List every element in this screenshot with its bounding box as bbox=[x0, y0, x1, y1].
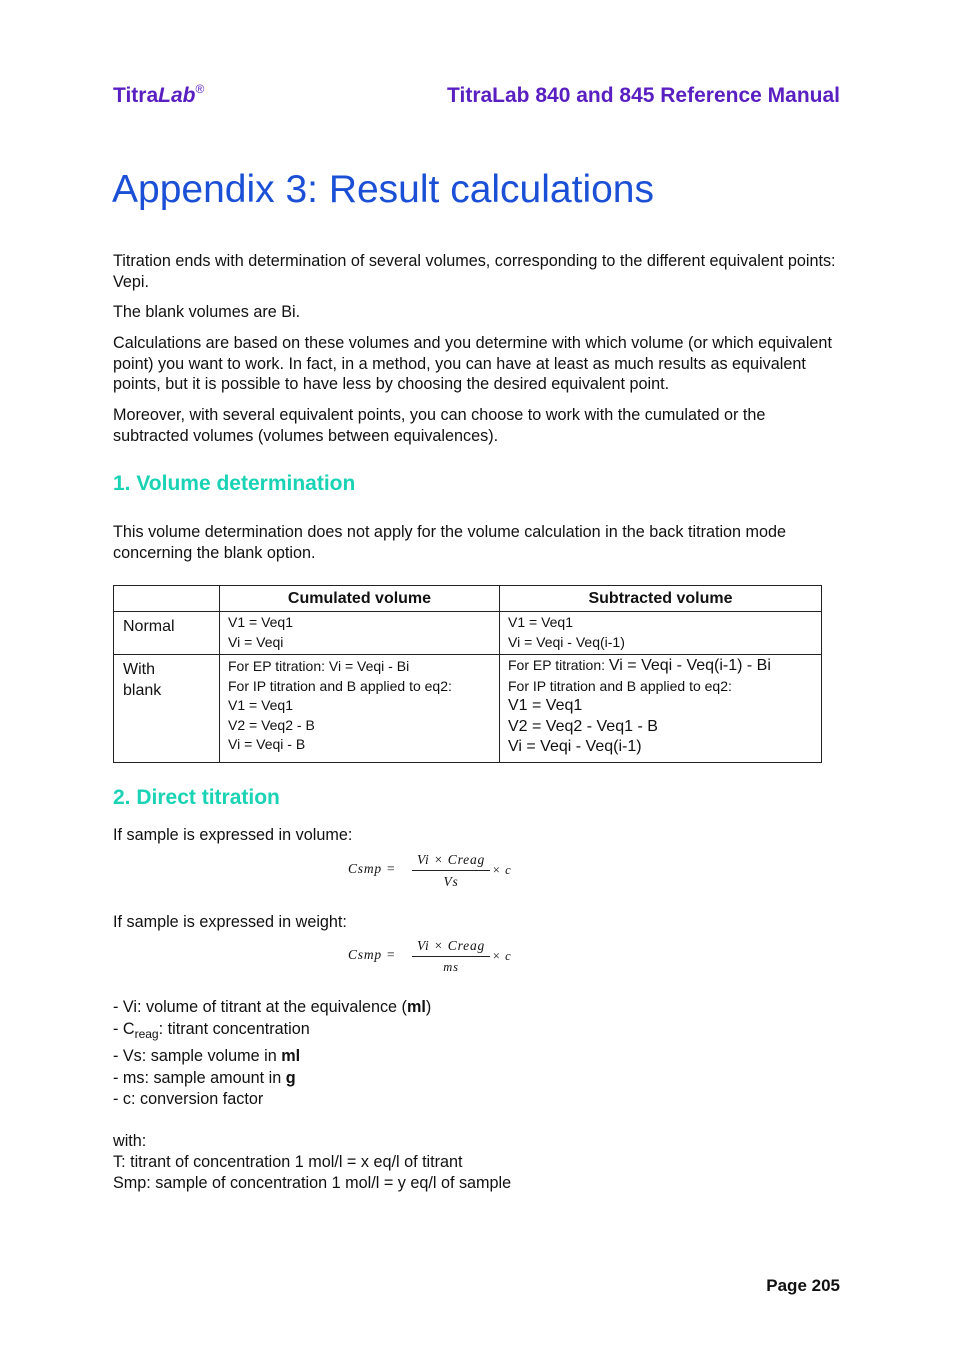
def-unit: ml bbox=[406, 998, 426, 1016]
row-label-line: blank bbox=[123, 681, 162, 699]
table-cell-line: V1 = Veq1 bbox=[508, 614, 574, 630]
table-header-row bbox=[114, 586, 822, 612]
table-cell-line: Vi = Veqi - B bbox=[228, 736, 306, 752]
section-heading-direct-titration: 2. Direct titration bbox=[113, 786, 280, 809]
table-cell-line: Vi = Veqi - Veq(i-1) bbox=[508, 633, 625, 650]
formula-factor: × c bbox=[492, 949, 512, 963]
row-label-normal: Normal bbox=[114, 612, 220, 655]
def-unit: ml bbox=[281, 1047, 301, 1066]
table-cell-line: V2 = Veq2 - B bbox=[228, 716, 315, 733]
intro-paragraph-3: Calculations are based on these volumes and you determine with which volume (or which equivalent point) you want to work. In fact, in a method, you can have at least as much results as equivalent points, but it is possible to have less by choosing the desired equivalent point. bbox=[113, 334, 832, 394]
spacer bbox=[113, 1110, 511, 1131]
table-header-subtracted: Subtracted volume bbox=[500, 586, 822, 612]
row-label-blank bbox=[114, 655, 220, 763]
blank-subtracted-cell bbox=[500, 655, 822, 763]
def-creag bbox=[113, 1018, 511, 1046]
fraction-denominator: Vs bbox=[443, 874, 459, 889]
row-label-line: With bbox=[123, 661, 155, 678]
section1-paragraph: This volume determination does not apply for the volume calculation in the back titration mode concerning the blank option. bbox=[113, 523, 787, 562]
def-vs bbox=[113, 1046, 511, 1067]
formula-factor: × c bbox=[492, 863, 512, 877]
normal-subtracted-cell bbox=[500, 612, 822, 655]
formula-fraction-weight bbox=[412, 938, 490, 975]
table-cell-line: V1 = Veq1 bbox=[228, 697, 294, 713]
with-label: with: bbox=[113, 1132, 147, 1151]
volume-table bbox=[113, 585, 822, 763]
table-row bbox=[114, 655, 822, 763]
intro-paragraph-4: Moreover, with several equivalent points, you can choose to work with the cumulated or the subtracted volumes (volumes between equivalences). bbox=[113, 406, 766, 445]
def-text: - Vi: volume of titrant at the equivalence ( bbox=[113, 998, 407, 1016]
def-unit: g bbox=[285, 1068, 296, 1087]
ep-prefix: For EP titration: bbox=[508, 657, 609, 673]
table-cell-line: V1 = Veq1 bbox=[508, 697, 583, 714]
brand-logo bbox=[113, 84, 204, 108]
formula-fraction-volume bbox=[412, 852, 490, 890]
definitions-list bbox=[113, 997, 511, 1195]
fraction-numerator: Vi × Creag bbox=[416, 852, 486, 867]
page-title: Appendix 3: Result calculations bbox=[112, 168, 654, 211]
def-ms bbox=[113, 1068, 511, 1089]
fraction-denominator: ms bbox=[443, 960, 459, 974]
brand-prefix: Titra bbox=[113, 84, 159, 107]
weight-intro: If sample is expressed in weight: bbox=[113, 913, 347, 931]
registered-mark: ® bbox=[195, 82, 205, 96]
intro-paragraph-2: The blank volumes are Bi. bbox=[113, 303, 301, 321]
table-cell-line bbox=[508, 656, 821, 677]
table-cell-line: For IP titration and B applied to eq2: bbox=[508, 677, 732, 694]
table-row bbox=[114, 612, 822, 655]
fraction-bar bbox=[412, 870, 490, 871]
table-cell-line: V2 = Veq2 - Veq1 - B bbox=[508, 717, 658, 735]
def-text: : titrant concentration bbox=[158, 1020, 310, 1039]
volume-intro: If sample is expressed in volume: bbox=[113, 826, 353, 844]
def-c: - c: conversion factor bbox=[113, 1089, 264, 1108]
table-cell-line: For EP titration: Vi = Veqi - Bi bbox=[228, 658, 410, 674]
page-number: Page 205 bbox=[766, 1276, 840, 1295]
def-text: - C bbox=[113, 1020, 135, 1039]
table-header-empty bbox=[114, 586, 220, 612]
def-text: - Vs: sample volume in bbox=[113, 1047, 282, 1066]
table-cell-line: Vi = Veqi bbox=[228, 633, 284, 650]
def-smp: Smp: sample of concentration 1 mol/l = y eq/l of sample bbox=[113, 1174, 512, 1193]
def-vi bbox=[113, 997, 511, 1018]
table-cell-line: For IP titration and B applied to eq2: bbox=[228, 677, 452, 694]
table-cell-line: V1 = Veq1 bbox=[228, 614, 294, 630]
ep-formula: Vi = Veqi - Veq(i-1) - Bi bbox=[608, 657, 771, 674]
blank-cumulated-cell bbox=[220, 655, 500, 763]
def-t: T: titrant of concentration 1 mol/l = x eq/l of titrant bbox=[113, 1153, 463, 1172]
def-text: - ms: sample amount in bbox=[113, 1068, 286, 1087]
fraction-bar bbox=[412, 956, 490, 957]
formula-lhs: Csmp = bbox=[348, 947, 397, 962]
table-cell-line: Vi = Veqi - Veq(i-1) bbox=[508, 738, 642, 755]
def-subscript: reag bbox=[134, 1027, 159, 1042]
fraction-numerator: Vi × Creag bbox=[416, 938, 486, 953]
brand-italic: Lab bbox=[158, 84, 196, 107]
def-text: ) bbox=[425, 998, 432, 1016]
intro-paragraph-1: Titration ends with determination of several volumes, corresponding to the different equivalent points: Vepi. bbox=[113, 252, 836, 291]
section-heading-volume-determination: 1. Volume determination bbox=[113, 472, 356, 495]
formula-lhs: Csmp = bbox=[348, 861, 397, 876]
table-header-cumulated: Cumulated volume bbox=[220, 586, 500, 612]
normal-cumulated-cell bbox=[220, 612, 500, 655]
manual-title: TitraLab 840 and 845 Reference Manual bbox=[447, 84, 840, 107]
